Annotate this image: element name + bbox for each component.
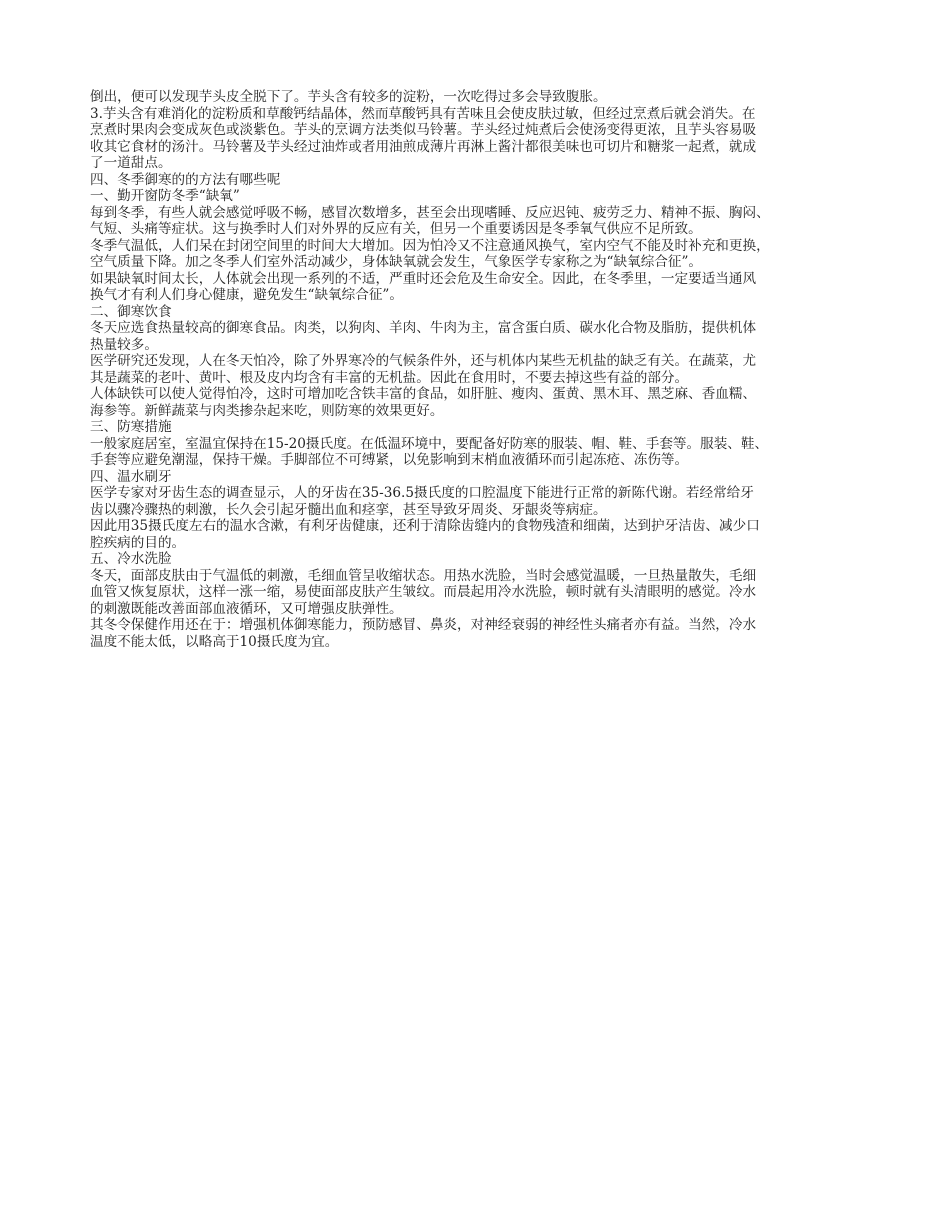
document-body	[90, 89, 865, 650]
text-line: 收其它食材的汤汁。马铃薯及芋头经过油炸或者用油煎成薄片再淋上酱汁都很美味也可切片和糖浆一起煮，就成	[90, 138, 757, 155]
text-line: 了一道甜点。	[90, 155, 172, 171]
text-line: 空气质量下降。加之冬季人们室外活动减少，身体缺氧就会发生，气象医学专家称之为“缺氧综合征”。	[90, 254, 703, 270]
text-line: 其冬令保健作用还在于：增强机体御寒能力，预防感冒、鼻炎，对神经衰弱的神经性头痛者亦有益。当然，冷水	[90, 617, 757, 633]
text-line: 医学专家对牙齿生态的调查显示，人的牙齿在35-36.5摄氏度的口腔温度下能进行正常的新陈代谢。若经常给牙	[90, 485, 754, 501]
text-line: 冬天应选食热量较高的御寒食品。肉类，以狗肉、羊肉、牛肉为主，富含蛋白质、碳水化合物及脂肪，提供机体	[90, 320, 757, 336]
text-line: 的刺激既能改善面部血液循环，又可增强皮肤弹性。	[90, 600, 403, 617]
text-line: 腔疾病的目的。	[90, 534, 186, 551]
text-line: 齿以骤冷骤热的刺激，长久会引起牙髓出血和痉挛，甚至导致牙周炎、牙龈炎等病症。	[90, 501, 607, 518]
text-line: 五、冷水洗脸	[90, 551, 172, 567]
text-line: 每到冬季，有些人就会感觉呼吸不畅，感冒次数增多，甚至会出现嗜睡、反应迟钝、疲劳乏力、精神不振、胸闷、	[90, 204, 770, 221]
text-line: 手套等应避免潮湿，保持干燥。手脚部位不可缚紧，以免影响到末梢血液循环而引起冻疮、冻伤等。	[90, 452, 689, 468]
text-line: 血管又恢复原状，这样一涨一缩，易使面部皮肤产生皱纹。而晨起用冷水洗脸，顿时就有头清眼明的感觉。冷水	[90, 584, 757, 600]
text-line: 换气才有利人们身心健康，避免发生“缺氧综合征”。	[90, 287, 403, 303]
text-line: 冬天，面部皮肤由于气温低的刺激，毛细血管呈收缩状态。用热水洗脸，当时会感觉温暖，一旦热量散失，毛细	[90, 567, 757, 584]
text-line: 温度不能太低，以略高于10摄氏度为宜。	[90, 633, 339, 650]
text-line: 二、御寒饮食	[90, 303, 172, 320]
text-line: 三、防寒措施	[90, 419, 172, 435]
text-line: 因此用35摄氏度左右的温水含漱，有利牙齿健康，还利于清除齿缝内的食物残渣和细菌，达到护牙洁齿、减少口	[90, 518, 760, 534]
text-line: 一般家庭居室，室温宜保持在15-20摄氏度。在低温环境中，要配备好防寒的服装、帽、鞋、手套等。服装、鞋、	[90, 435, 769, 452]
text-line: 冬季气温低，人们呆在封闭空间里的时间大大增加。因为怕冷又不注意通风换气，室内空气不能及时补充和更换，	[90, 237, 770, 254]
text-line: 四、温水刷牙	[90, 468, 172, 485]
text-line: 一、勤开窗防冬季“缺氧”	[90, 188, 240, 204]
text-line: 医学研究还发现，人在冬天怕冷，除了外界寒冷的气候条件外，还与机体内某些无机盐的缺乏有关。在蔬菜，尤	[90, 353, 757, 369]
text-line: 气短、头痛等症状。这与换季时人们对外界的反应有关，但另一个重要诱因是冬季氧气供应不足所致。	[90, 221, 702, 237]
text-line: 3.芋头含有难消化的淀粉质和草酸钙结晶体，然而草酸钙具有苦味且会使皮肤过敏，但经过烹煮后就会消失。在	[90, 105, 756, 122]
text-line: 倒出，便可以发现芋头皮全脱下了。芋头含有较多的淀粉，一次吃得过多会导致腹胀。	[90, 89, 607, 105]
text-line: 烹煮时果肉会变成灰色或淡紫色。芋头的烹调方法类似马铃薯。芋头经过炖煮后会使汤变得更浓，且芋头容易吸	[90, 122, 757, 138]
text-line: 热量较多。	[90, 336, 158, 353]
text-line: 海参等。新鲜蔬菜与肉类掺杂起来吃，则防寒的效果更好。	[90, 402, 444, 419]
text-line: 其是蔬菜的老叶、黄叶、根及皮内均含有丰富的无机盐。因此在食用时，不要去掉这些有益的部分。	[90, 369, 689, 386]
text-line: 如果缺氧时间太长，人体就会出现一系列的不适，严重时还会危及生命安全。因此，在冬季里，一定要适当通风	[90, 270, 757, 287]
text-line: 人体缺铁可以使人觉得怕冷，这时可增加吃含铁丰富的食品，如肝脏、瘦肉、蛋黄、黑木耳、黑芝麻、香血糯、	[90, 386, 757, 402]
text-line: 四、冬季御寒的的方法有哪些呢	[90, 171, 281, 188]
